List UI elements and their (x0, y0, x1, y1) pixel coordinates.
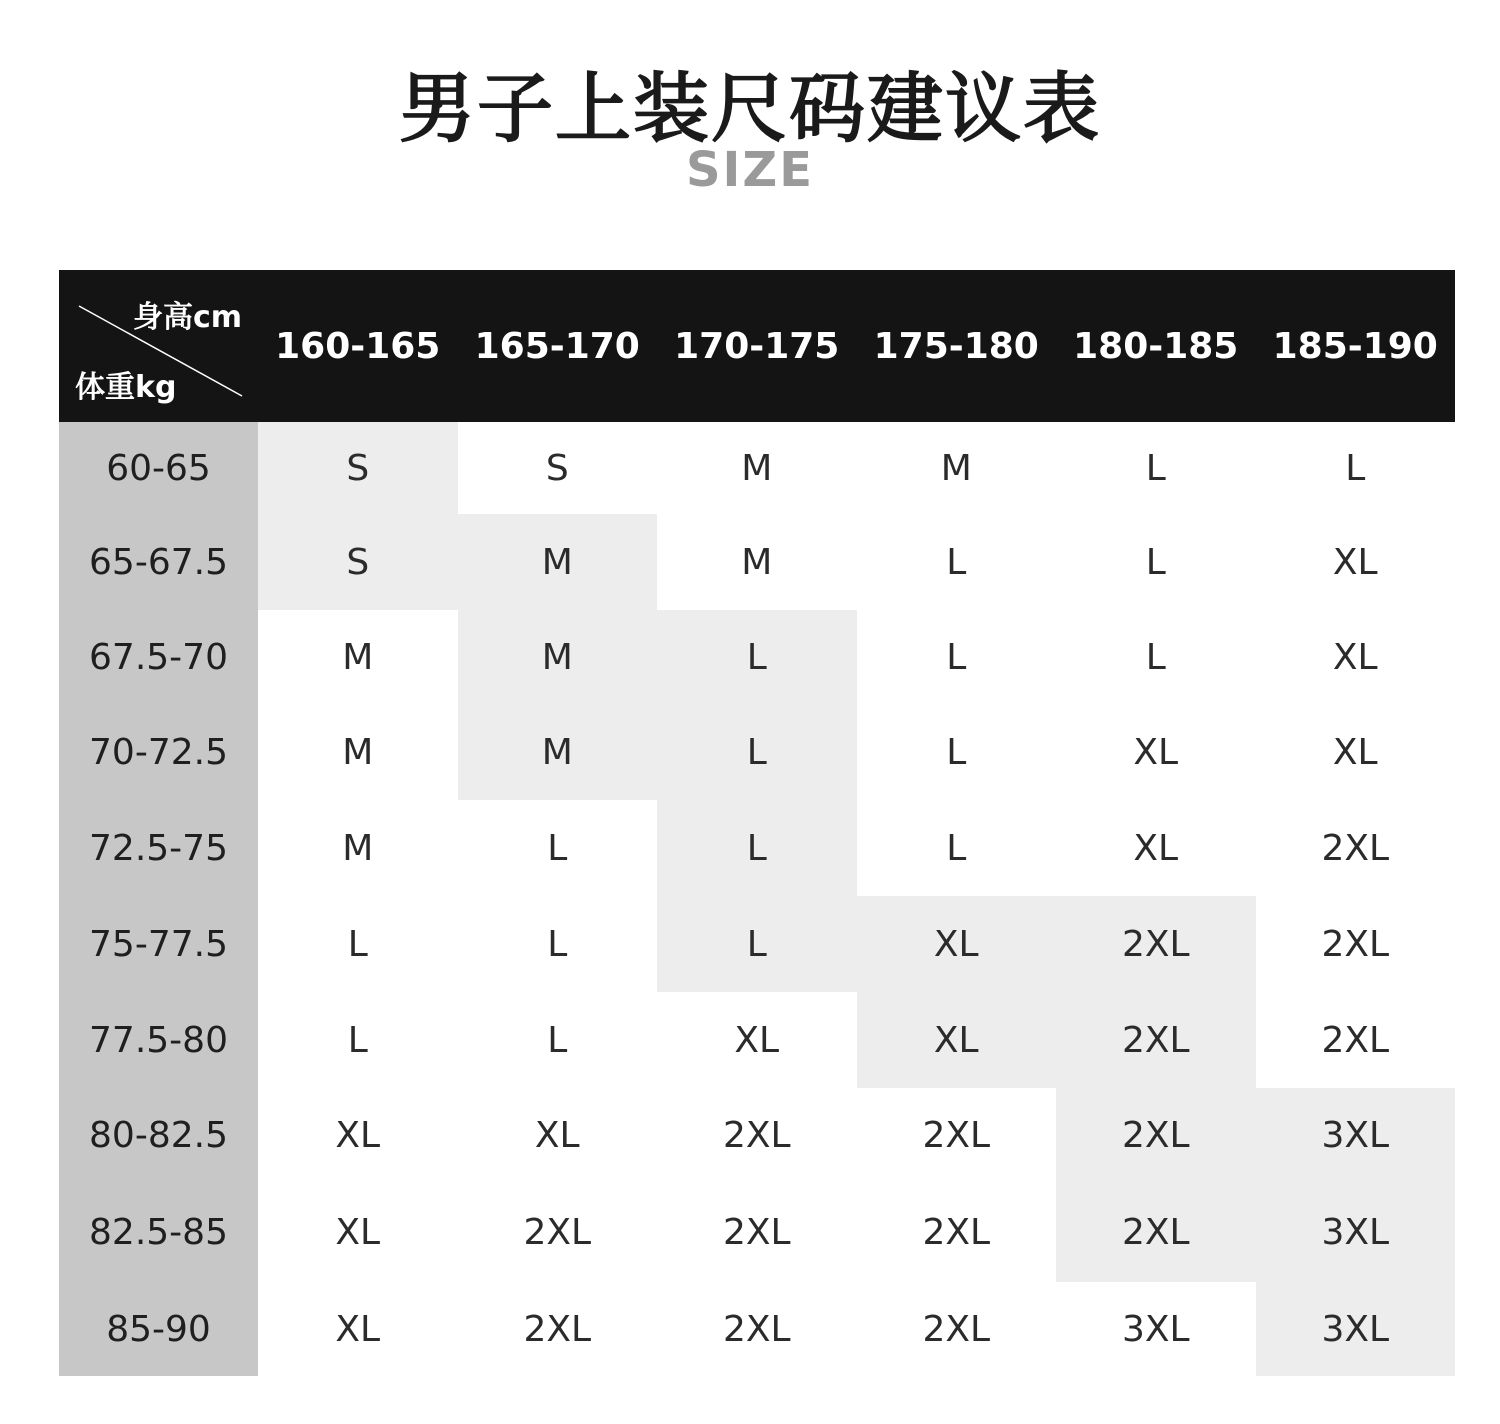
table-row (59, 610, 1455, 704)
table-row (59, 896, 1455, 992)
size-cell: XL (335, 1308, 381, 1350)
size-cell: S (258, 514, 458, 610)
size-cell: 2XL (1321, 1019, 1390, 1061)
size-cell: M (342, 636, 374, 678)
size-cell: XL (534, 1114, 580, 1156)
weight-row-header: 80-82.5 (59, 1088, 258, 1182)
size-cell: L (1145, 447, 1166, 489)
size-cell: M (458, 704, 658, 800)
size-cell: 3XL (1256, 1088, 1456, 1182)
table-header (59, 270, 1455, 422)
size-cell: XL (335, 1211, 381, 1253)
size-cell: 2XL (722, 1114, 791, 1156)
size-cell: 2XL (523, 1308, 592, 1350)
size-cell: 2XL (1056, 1088, 1256, 1182)
size-cell: 3XL (1256, 1282, 1456, 1376)
table-row (59, 1088, 1455, 1182)
size-cell: M (458, 514, 658, 610)
size-cell: XL (1133, 827, 1179, 869)
size-cell: 2XL (922, 1308, 991, 1350)
size-cell: 3XL (1256, 1182, 1456, 1282)
table-row (59, 422, 1455, 514)
size-cell: M (940, 447, 972, 489)
size-cell: L (347, 923, 368, 965)
weight-row-header: 72.5-75 (59, 800, 258, 896)
weight-row-header: 70-72.5 (59, 704, 258, 800)
size-cell: 2XL (722, 1308, 791, 1350)
weight-row-header: 77.5-80 (59, 992, 258, 1088)
size-cell: XL (1332, 636, 1378, 678)
size-cell: L (347, 1019, 368, 1061)
size-cell: 2XL (1056, 896, 1256, 992)
size-cell: XL (1133, 731, 1179, 773)
size-cell: L (946, 731, 967, 773)
size-cell: M (741, 447, 773, 489)
size-cell: 2XL (1321, 923, 1390, 965)
page-subtitle: SIZE (685, 142, 815, 198)
size-chart-table (59, 270, 1455, 1376)
size-cell: L (1145, 636, 1166, 678)
size-cell: M (342, 827, 374, 869)
size-cell: 2XL (1321, 827, 1390, 869)
weight-row-header: 85-90 (59, 1282, 258, 1376)
size-cell: XL (335, 1114, 381, 1156)
size-cell: 3XL (1121, 1308, 1190, 1350)
size-cell: L (946, 636, 967, 678)
height-column-header: 165-170 (474, 325, 640, 367)
height-column-header: 170-175 (674, 325, 840, 367)
weight-row-header: 65-67.5 (59, 514, 258, 610)
height-column-header: 160-165 (275, 325, 441, 367)
size-cell: S (258, 422, 458, 514)
size-cell: L (657, 896, 857, 992)
size-cell: L (657, 800, 857, 896)
corner-cell (59, 270, 258, 422)
table-row (59, 704, 1455, 800)
size-cell: S (545, 447, 569, 489)
weight-row-header: 75-77.5 (59, 896, 258, 992)
table-row (59, 1282, 1455, 1376)
size-cell: L (547, 827, 568, 869)
size-cell: L (1345, 447, 1366, 489)
weight-row-header: 82.5-85 (59, 1182, 258, 1282)
size-cell: 2XL (922, 1114, 991, 1156)
height-columns (258, 270, 1455, 422)
size-cell: L (657, 610, 857, 704)
page-title: 男子上装尺码建议表 (399, 64, 1101, 153)
size-cell: L (1145, 541, 1166, 583)
size-cell: L (657, 704, 857, 800)
weight-row-header: 60-65 (59, 422, 258, 514)
size-cell: M (741, 541, 773, 583)
size-cell: 2XL (523, 1211, 592, 1253)
height-axis-label: 身高cm (133, 300, 243, 335)
table-row (59, 514, 1455, 610)
size-cell: L (946, 541, 967, 583)
size-cell: L (547, 923, 568, 965)
table-row (59, 1182, 1455, 1282)
size-cell: XL (1332, 731, 1378, 773)
weight-row-header: 67.5-70 (59, 610, 258, 704)
size-cell: L (547, 1019, 568, 1061)
size-cell: 2XL (1056, 1182, 1256, 1282)
size-cell: M (342, 731, 374, 773)
height-column-header: 180-185 (1073, 325, 1239, 367)
size-cell: M (458, 610, 658, 704)
size-cell: 2XL (722, 1211, 791, 1253)
size-cell: 2XL (922, 1211, 991, 1253)
table-body (59, 422, 1455, 1376)
size-cell: 2XL (1056, 992, 1256, 1088)
size-cell: XL (1332, 541, 1378, 583)
size-cell: XL (734, 1019, 780, 1061)
size-cell: L (946, 827, 967, 869)
height-column-header: 175-180 (873, 325, 1039, 367)
table-row (59, 992, 1455, 1088)
height-column-header: 185-190 (1272, 325, 1438, 367)
table-row (59, 800, 1455, 896)
weight-axis-label: 体重kg (75, 370, 177, 405)
size-cell: XL (857, 896, 1057, 992)
size-cell: XL (857, 992, 1057, 1088)
